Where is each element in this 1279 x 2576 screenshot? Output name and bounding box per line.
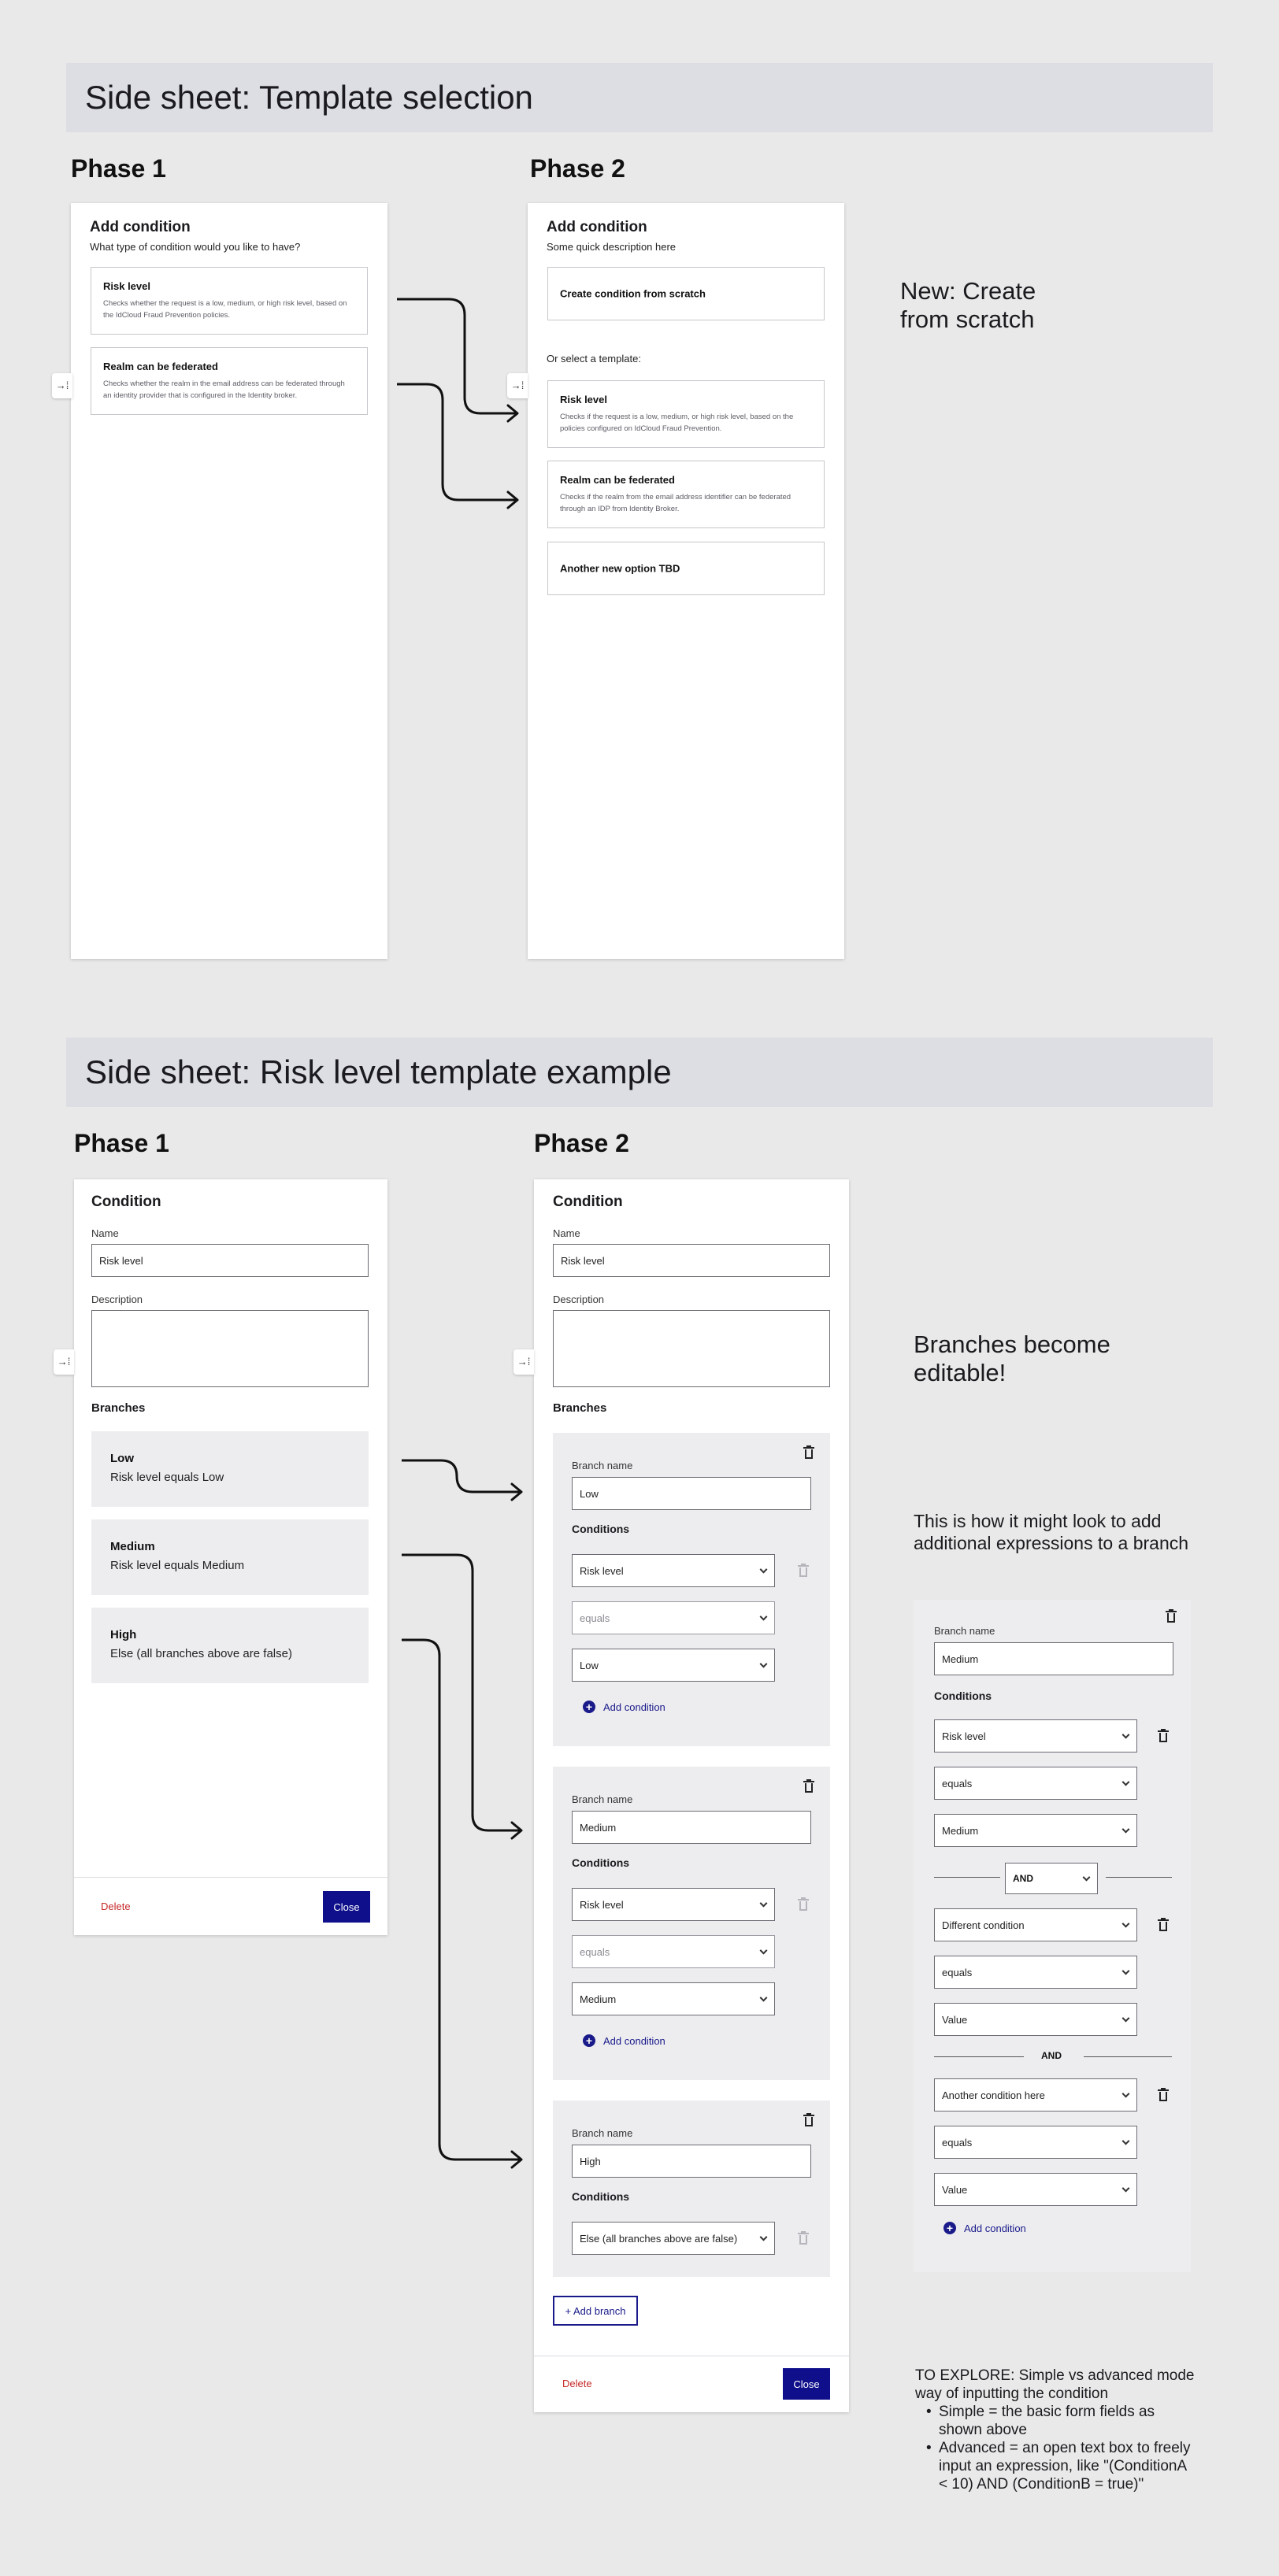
list-item: • Simple = the basic form fields as shown above: [915, 2403, 1199, 2439]
conditions-heading: Conditions: [572, 2190, 630, 2203]
operator-select[interactable]: [934, 1956, 1137, 1989]
branch-name-label: Branch name: [934, 1625, 995, 1637]
sheet-subtitle: Some quick description here: [547, 241, 677, 253]
branch-expression-example: [914, 1600, 1191, 2272]
conditions-heading: Conditions: [572, 1523, 630, 1535]
chevron-down-icon: [1122, 1920, 1130, 1928]
arrow-head: [508, 405, 517, 421]
sheet-title: Condition: [91, 1194, 161, 1210]
phase-2-label: Phase 2: [530, 154, 625, 183]
condition-field-select[interactable]: [934, 1908, 1137, 1941]
template-card-another-option[interactable]: [547, 542, 825, 595]
arrow-head: [508, 492, 517, 508]
side-sheet-condition-phase2: [534, 1179, 849, 2412]
close-button[interactable]: Close: [783, 2368, 830, 2400]
operator-select[interactable]: [934, 2126, 1137, 2159]
sheet-title: Add condition: [547, 219, 647, 235]
arrow-connector: [402, 1555, 520, 1830]
trash-icon[interactable]: [798, 1564, 809, 1578]
card-description: Checks whether the request is a low, medium, or high risk level, based on the IdCloud Fraud Prevention policies.: [103, 299, 347, 320]
chevron-down-icon: [760, 1660, 768, 1668]
section-banner-template-selection: [66, 63, 1213, 132]
branch-name-label: Branch name: [572, 1460, 633, 1471]
select-value: Medium: [942, 1824, 979, 1837]
branch-editor-high: [553, 2100, 830, 2277]
section-banner-risk-level-example: [66, 1038, 1213, 1107]
name-label: Name: [91, 1227, 119, 1239]
select-value: equals: [942, 1966, 973, 1978]
note-create-from-scratch: New: Create from scratch: [900, 277, 1036, 333]
section-title: Side sheet: Template selection: [85, 79, 533, 116]
value-select[interactable]: [934, 2003, 1137, 2036]
chevron-down-icon: [1122, 1778, 1130, 1786]
branches-heading: Branches: [553, 1401, 607, 1415]
select-value: Value: [942, 2183, 968, 2196]
arrow-head: [512, 2152, 521, 2167]
note-additional-expressions: This is how it might look to add additional expressions to a branch: [914, 1511, 1189, 1553]
chevron-down-icon: [760, 1947, 768, 1955]
delete-button[interactable]: Delete: [101, 1901, 131, 1912]
phase-1-label: Phase 1: [71, 154, 166, 183]
select-value: Value: [942, 2013, 968, 2026]
select-value: Else (all branches above are false): [580, 2232, 738, 2245]
value-select[interactable]: [572, 1649, 775, 1682]
phase-1-label: Phase 1: [74, 1129, 169, 1157]
select-value: equals: [580, 1945, 610, 1958]
branch-title: Medium: [110, 1540, 155, 1553]
select-value: equals: [942, 1777, 973, 1790]
branch-card-high[interactable]: [91, 1608, 369, 1683]
description-label: Description: [91, 1294, 143, 1305]
template-card-realm-federated[interactable]: [547, 461, 825, 528]
name-label: Name: [553, 1227, 580, 1239]
trash-icon[interactable]: [1166, 1609, 1177, 1623]
panel-expand-icon[interactable]: →⁞: [513, 1349, 534, 1375]
template-card-risk-level[interactable]: [547, 380, 825, 448]
operator-select[interactable]: [572, 1601, 775, 1634]
sheet-subtitle: What type of condition would you like to have?: [90, 241, 301, 253]
select-value: AND: [1013, 1873, 1033, 1884]
panel-expand-icon[interactable]: →⁞: [52, 373, 72, 398]
card-title: Risk level: [560, 394, 607, 405]
branch-editor-low: [553, 1433, 830, 1746]
add-condition-button[interactable]: [583, 1701, 665, 1713]
chevron-down-icon: [760, 2234, 768, 2241]
description-label: Description: [553, 1294, 605, 1305]
card-description: Checks if the realm from the email address identifier can be federated through an IDP from Identity Broker.: [560, 493, 791, 513]
branch-name-input[interactable]: High: [572, 2145, 811, 2178]
create-from-scratch-card[interactable]: [547, 267, 825, 320]
arrow-connector: [397, 299, 516, 413]
list-item: • Advanced = an open text box to freely input an expression, like "(ConditionA < 10) AND (ConditionB = true)": [915, 2439, 1199, 2493]
trash-icon[interactable]: [803, 1779, 814, 1793]
side-sheet-add-condition-phase1: [71, 203, 387, 959]
select-value: Risk level: [942, 1730, 986, 1742]
card-title: Realm can be federated: [103, 361, 218, 372]
select-value: Different condition: [942, 1919, 1025, 1931]
arrow-head: [512, 1484, 521, 1500]
chevron-down-icon: [1122, 1826, 1130, 1834]
condition-field-select[interactable]: [572, 1888, 775, 1921]
description-input[interactable]: [553, 1310, 830, 1387]
chevron-down-icon: [1083, 1874, 1091, 1882]
branch-description: Risk level equals Medium: [110, 1559, 245, 1572]
delete-button[interactable]: Delete: [562, 2378, 592, 2389]
footer-divider: [74, 1877, 387, 1878]
trash-icon[interactable]: [1158, 1729, 1169, 1743]
conditions-heading: Conditions: [572, 1856, 630, 1869]
name-input[interactable]: Risk level: [553, 1244, 830, 1277]
chevron-down-icon: [760, 1613, 768, 1621]
conditions-heading: Conditions: [934, 1690, 992, 1702]
condition-field-select[interactable]: [934, 1719, 1137, 1752]
trash-icon[interactable]: [803, 1445, 814, 1460]
name-input[interactable]: Risk level: [91, 1244, 369, 1277]
arrow-connector: [402, 1460, 520, 1492]
template-card-realm-federated[interactable]: [91, 347, 368, 415]
plus-circle-icon: +: [583, 1701, 595, 1713]
add-condition-button[interactable]: [943, 2222, 1026, 2234]
add-condition-label: Add condition: [603, 2034, 665, 2047]
select-value: equals: [942, 2136, 973, 2149]
branch-name-input[interactable]: Medium: [572, 1811, 811, 1844]
select-value: equals: [580, 1612, 610, 1624]
card-title: Create condition from scratch: [560, 287, 706, 300]
trash-icon[interactable]: [1158, 1918, 1169, 1932]
operator-select[interactable]: [572, 1935, 775, 1968]
section-title: Side sheet: Risk level template example: [85, 1053, 672, 1090]
phase-2-label: Phase 2: [534, 1129, 629, 1157]
chevron-down-icon: [1122, 2015, 1130, 2023]
condition-field-select[interactable]: [934, 2078, 1137, 2112]
arrow-connector: [402, 1640, 520, 2160]
value-select[interactable]: [934, 1814, 1137, 1847]
branch-name-input[interactable]: Medium: [934, 1642, 1173, 1675]
value-select[interactable]: [934, 2173, 1137, 2206]
close-button[interactable]: Close: [323, 1891, 370, 1923]
arrow-head: [512, 1823, 521, 1838]
divider-line: [1106, 1877, 1172, 1878]
select-value: Another condition here: [942, 2089, 1045, 2101]
or-select-template-label: Or select a template:: [547, 353, 641, 365]
select-value: Risk level: [580, 1564, 624, 1577]
branch-card-low[interactable]: [91, 1431, 369, 1507]
select-value: Risk level: [580, 1898, 624, 1911]
card-title: Realm can be federated: [560, 474, 675, 486]
chevron-down-icon: [1122, 2090, 1130, 2098]
branch-name-input[interactable]: Low: [572, 1477, 811, 1510]
add-condition-label: Add condition: [964, 2222, 1026, 2234]
condition-field-select[interactable]: [572, 1554, 775, 1587]
plus-circle-icon: +: [583, 2034, 595, 2047]
branch-description: Else (all branches above are false): [110, 1647, 292, 1660]
chevron-down-icon: [760, 1994, 768, 2002]
to-explore-note: TO EXPLORE: Simple vs advanced mode way of inputting the condition: [915, 2367, 1195, 2402]
card-title: Risk level: [103, 280, 150, 292]
condition-field-select[interactable]: [572, 2222, 775, 2255]
trash-icon[interactable]: [1158, 2088, 1169, 2102]
logical-operator-label: AND: [1041, 2050, 1062, 2061]
trash-icon[interactable]: [798, 1897, 809, 1912]
panel-expand-icon[interactable]: →⁞: [54, 1349, 74, 1375]
branch-title: Low: [110, 1452, 134, 1465]
select-value: Medium: [580, 1993, 617, 2005]
add-condition-label: Add condition: [603, 1701, 665, 1713]
sheet-title: Condition: [553, 1194, 623, 1210]
sheet-title: Add condition: [90, 219, 191, 235]
side-sheet-add-condition-phase2: [528, 203, 844, 959]
description-input[interactable]: [91, 1310, 369, 1387]
arrow-connector: [397, 384, 516, 500]
trash-icon[interactable]: [798, 2231, 809, 2245]
branch-title: High: [110, 1628, 137, 1641]
select-value: Low: [580, 1659, 599, 1671]
divider-line: [1084, 2056, 1172, 2057]
trash-icon[interactable]: [803, 2113, 814, 2127]
chevron-down-icon: [760, 1566, 768, 1574]
branch-editor-medium: [553, 1767, 830, 2080]
branch-name-label: Branch name: [572, 2127, 633, 2139]
branch-card-medium[interactable]: [91, 1519, 369, 1595]
card-description: Checks whether the realm in the email address can be federated through an identity provider that is configured in the Identity broker.: [103, 379, 345, 400]
card-title: Another new option TBD: [560, 562, 680, 575]
value-select[interactable]: [572, 1982, 775, 2015]
branches-heading: Branches: [91, 1401, 146, 1415]
chevron-down-icon: [1122, 1967, 1130, 1975]
divider-line: [934, 1877, 1000, 1878]
logical-operator-select[interactable]: [1005, 1863, 1098, 1894]
operator-select[interactable]: [934, 1767, 1137, 1800]
divider-line: [934, 2056, 1024, 2057]
branch-description: Risk level equals Low: [110, 1471, 224, 1484]
plus-circle-icon: +: [943, 2222, 956, 2234]
add-condition-button[interactable]: [583, 2034, 665, 2047]
add-branch-button[interactable]: + Add branch: [553, 2296, 638, 2326]
chevron-down-icon: [1122, 2185, 1130, 2193]
panel-expand-icon[interactable]: →⁞: [507, 373, 528, 398]
chevron-down-icon: [1122, 2137, 1130, 2145]
chevron-down-icon: [760, 1900, 768, 1908]
template-card-risk-level[interactable]: [91, 267, 368, 335]
side-sheet-condition-phase1: [74, 1179, 387, 1935]
branch-name-label: Branch name: [572, 1793, 633, 1805]
card-description: Checks if the request is a low, medium, or high risk level, based on the policies configured on IdCloud Fraud Prevention.: [560, 413, 794, 433]
note-branches-editable: Branches become editable!: [914, 1331, 1110, 1386]
chevron-down-icon: [1122, 1731, 1130, 1739]
to-explore-list: [915, 2403, 1199, 2493]
